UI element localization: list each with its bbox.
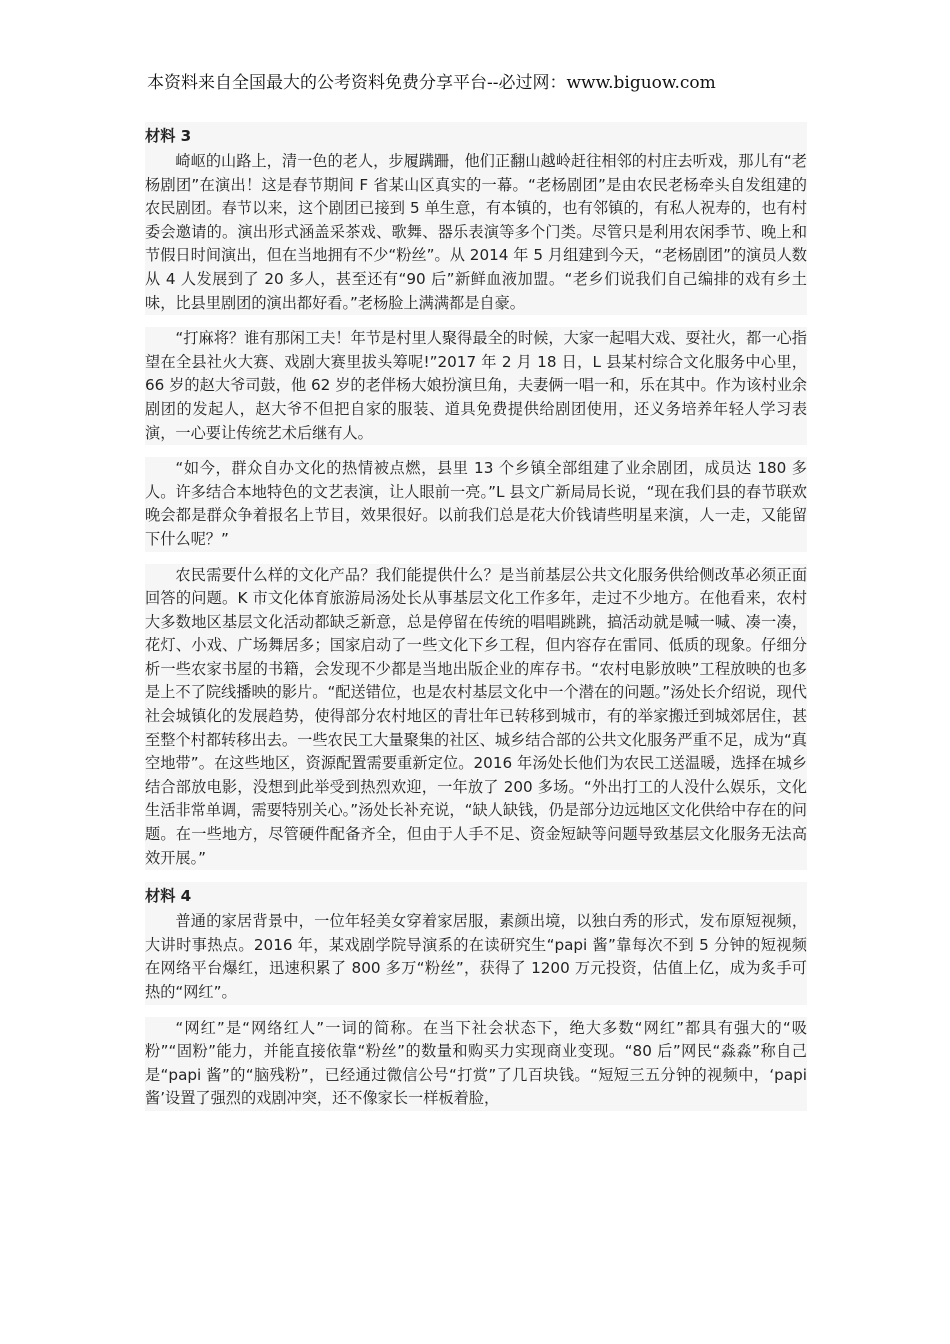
section-title-material-4: 材料 4 (145, 882, 807, 910)
document-body (145, 122, 807, 1123)
paragraph: “网红”是“网络红人”一词的简称。在当下社会状态下，绝大多数“网红”都具有强大的“吸粉”“固粉”能力，并能直接依靠“粉丝”的数量和购买力实现商业变现。“80 后”网民“淼淼”称自己是“papi 酱”的“脑残粉”，已经通过微信公号“打赏”了几百块钱。“短短三五分钟的视频中，‘papi 酱’设置了强烈的戏剧冲突，还不像家长一样板着脸， (145, 1017, 807, 1111)
source-header: 本资料来自全国最大的公考资料免费分享平台--必过网：www.biguow.com (147, 73, 716, 93)
paragraph: “如今，群众自办文化的热情被点燃，县里 13 个乡镇全部组建了业余剧团，成员达 180 多人。许多结合本地特色的文艺表演，让人眼前一亮。”L 县文广新局局长说，“现在我们县的春节联欢晚会都是群众争着报名上节目，效果很好。以前我们总是花大价钱请些明星来演，人一走，又能留下什么呢？” (145, 457, 807, 551)
paragraph: 普通的家居背景中，一位年轻美女穿着家居服，素颜出境，以独白秀的形式，发布原短视频，大讲时事热点。2016 年，某戏剧学院导演系的在读研究生“papi 酱”靠每次不到 5 分钟的短视频在网络平台爆红，迅速积累了 800 多万“粉丝”，获得了 1200 万元投资，估值上亿，成为炙手可热的“网红”。 (145, 910, 807, 1004)
paragraph: 农民需要什么样的文化产品？我们能提供什么？是当前基层公共文化服务供给侧改革必须正面回答的问题。K 市文化体育旅游局汤处长从事基层文化工作多年，走过不少地方。在他看来，农村大多数地区基层文化活动都缺乏新意，总是停留在传统的唱唱跳跳，搞活动就是喊一喊、凑一凑，花灯、小戏、广场舞居多；国家启动了一些文化下乡工程，但内容存在雷同、低质的现象。仔细分析一些农家书屋的书籍，会发现不少都是当地出版企业的库存书。“农村电影放映”工程放映的也多是上不了院线播映的影片。“配送错位，也是农村基层文化中一个潜在的问题。”汤处长介绍说，现代社会城镇化的发展趋势，使得部分农村地区的青壮年已转移到城市，有的举家搬迁到城郊居住，甚至整个村都转移出去。一些农民工大量聚集的社区、城乡结合部的公共文化服务严重不足，成为“真空地带”。在这些地区，资源配置需要重新定位。2016 年汤处长他们为农民工送温暖，选择在城乡结合部放电影，没想到此举受到热烈欢迎，一年放了 200 多场。“外出打工的人没什么娱乐，文化生活非常单调，需要特别关心。”汤处长补充说，“缺人缺钱，仍是部分边远地区文化供给中存在的问题。在一些地方，尽管硬件配备齐全，但由于人手不足、资金短缺等问题导致基层文化服务无法高效开展。” (145, 564, 807, 871)
paragraph: 崎岖的山路上，清一色的老人，步履蹒跚，他们正翻山越岭赶往相邻的村庄去听戏，那儿有“老杨剧团”在演出！这是春节期间 F 省某山区真实的一幕。“老杨剧团”是由农民老杨牵头自发组建的农民剧团。春节以来，这个剧团已接到 5 单生意，有本镇的，也有邻镇的，有私人祝寿的，也有村委会邀请的。演出形式涵盖采茶戏、歌舞、器乐表演等多个门类。尽管只是利用农闲季节、晚上和节假日时间演出，但在当地拥有不少“粉丝”。从 2014 年 5 月组建到今天，“老杨剧团”的演员人数从 4 人发展到了 20 多人，甚至还有“90 后”新鲜血液加盟。“老乡们说我们自己编排的戏有乡土味，比县里剧团的演出都好看。”老杨脸上满满都是自豪。 (145, 150, 807, 315)
section-title-material-3: 材料 3 (145, 122, 807, 150)
paragraph: “打麻将？谁有那闲工夫！年节是村里人聚得最全的时候，大家一起唱大戏、耍社火，都一心指望在全县社火大赛、戏剧大赛里拔头筹呢!”2017 年 2 月 18 日，L 县某村综合文化服务中心里，66 岁的赵大爷司鼓，他 62 岁的老伴杨大娘扮演旦角，夫妻俩一唱一和，乐在其中。作为该村业余剧团的发起人，赵大爷不但把自家的服装、道具免费提供给剧团使用，还义务培养年轻人学习表演，一心要让传统艺术后继有人。 (145, 327, 807, 445)
